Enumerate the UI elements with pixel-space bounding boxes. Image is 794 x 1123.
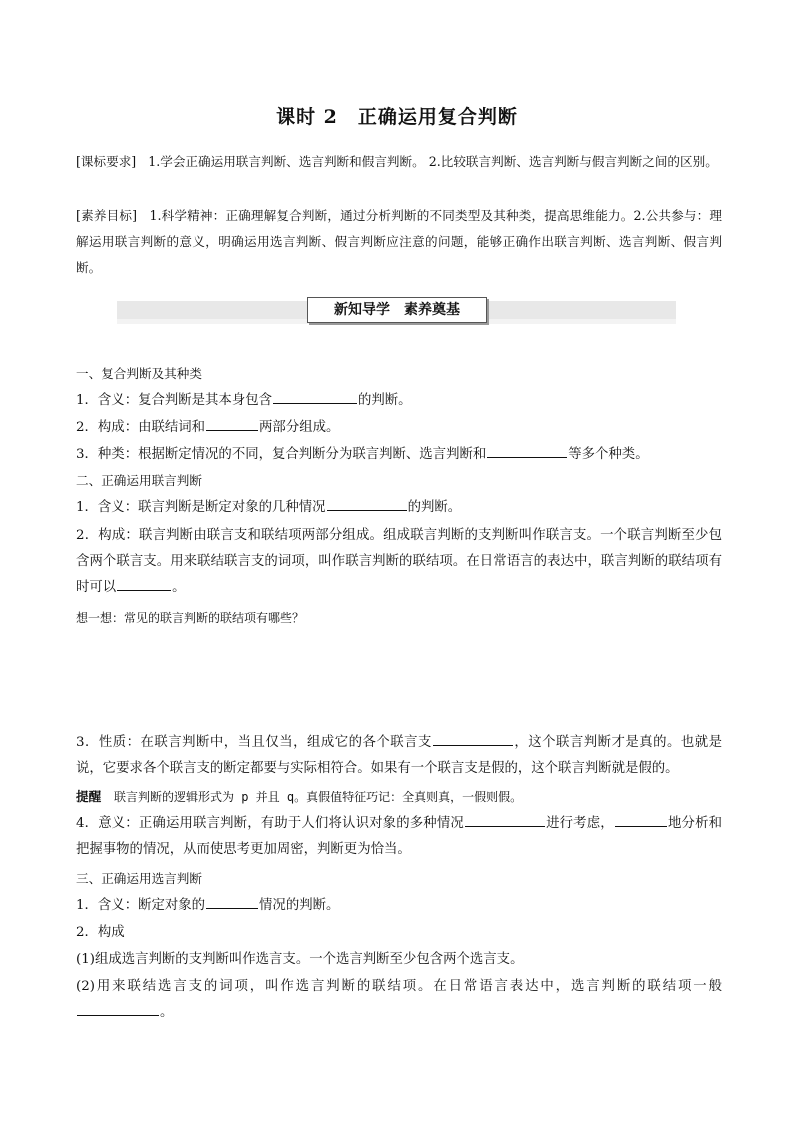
- banner-title: 新知导学 素养奠基: [307, 297, 487, 323]
- section1-heading: 一、复合判断及其种类: [76, 366, 202, 381]
- tip-box: [76, 784, 722, 811]
- fill-blank: [117, 576, 171, 591]
- section2-item3-tail: ，这个联言判断才是真的。也就是说，它要求各个联言支的断定都要与实际相符合。如果有一个联言支是假的，这个联言判断就是假的。: [76, 735, 722, 776]
- fill-blank: [77, 1001, 159, 1016]
- section3-item2: 2．构成: [76, 925, 125, 940]
- section3-item1-tail: 情况的判断。: [259, 898, 340, 913]
- section2-item3: [76, 730, 722, 782]
- fill-blank: [206, 894, 258, 909]
- section3-sub2: [76, 974, 722, 1026]
- section2-item1-tail: 的判断。: [407, 500, 462, 515]
- section2-item1-text: 1．含义：联言判断是断定对象的几种情况: [76, 500, 326, 515]
- section3-sub1: (1)组成选言判断的支判断叫作选言支。一个选言判断至少包含两个选言支。: [76, 952, 524, 967]
- section3-item1: [76, 893, 722, 919]
- requirements-label: [课标要求]: [76, 154, 137, 169]
- section1-item1-tail: 的判断。: [358, 393, 412, 408]
- section1-item1-text: 1．含义：复合判断是其本身包含: [76, 393, 272, 408]
- page-title: [0, 102, 794, 129]
- section2-item2: [76, 523, 722, 601]
- fill-blank: [273, 389, 357, 404]
- section1-item2-tail: 两部分组成。: [259, 420, 340, 435]
- fill-blank: [327, 496, 407, 511]
- section2-item2-text: 2．构成：联言判断由联言支和联结项两部分组成。组成联言判断的支判断叫作联言支。一个联言判断至少包含两个联言支。用来联结联言支的词项，叫作联言判断的联结项。在日常语言的表达中，联言判断的联结项有时可以: [76, 528, 722, 595]
- section2-item1: [76, 495, 722, 521]
- section1-item3-tail: 等多个种类。: [568, 447, 649, 462]
- requirements-text: 1.学会正确运用联言判断、选言判断和假言判断。 2.比较联言判断、选言判断与假言判断之间的区别。: [148, 154, 718, 169]
- section2-item2-tail: 。: [172, 580, 186, 595]
- section2-item4: [76, 811, 722, 863]
- fill-blank: [433, 731, 513, 746]
- fill-blank: [615, 812, 667, 827]
- lesson-name: 正确运用复合判断: [357, 106, 518, 128]
- section2-heading: 二、正确运用联言判断: [76, 473, 202, 488]
- requirements-paragraph: [76, 149, 722, 175]
- goals-paragraph: [76, 203, 722, 281]
- section1-item1: [76, 388, 722, 414]
- section2-item4-mid: 进行考虑，: [545, 816, 614, 831]
- section3-heading: 三、正确运用选言判断: [76, 871, 202, 886]
- goals-label: [素养目标]: [76, 208, 137, 223]
- fill-blank: [206, 416, 258, 431]
- section1-item2: [76, 415, 722, 441]
- section1-item3-text: 3．种类：根据断定情况的不同，复合判断分为联言判断、选言判断和: [76, 447, 487, 462]
- goals-text: 1.科学精神：正确理解复合判断，通过分析判断的不同类型及其种类，提高思维能力。2.公共参与：理解运用联言判断的意义，明确运用选言判断、假言判断应注意的问题，能够正确作出联言判断、选言判断、假言判断。: [76, 208, 722, 275]
- tip-label: 提醒: [76, 789, 102, 804]
- section3-sub2-text: (2)用来联结选言支的词项，叫作选言判断的联结项。在日常语言表达中，选言判断的联结项一般: [76, 979, 722, 994]
- lesson-number: 课时 2: [276, 106, 338, 128]
- section1-item3: [76, 442, 722, 468]
- section3-item1-text: 1．含义：断定对象的: [76, 898, 206, 913]
- section2-item3-text: 3．性质：在联言判断中，当且仅当，组成它的各个联言支: [76, 735, 432, 750]
- section3-sub2-tail: 。: [160, 1005, 174, 1020]
- section-banner: [117, 297, 676, 331]
- fill-blank: [487, 443, 567, 458]
- tip-text: 联言判断的逻辑形式为 p 并且 q。真假值特征巧记：全真则真，一假则假。: [113, 790, 523, 804]
- section2-item4-text: 4．意义：正确运用联言判断，有助于人们将认识对象的多种情况: [76, 816, 464, 831]
- think-prompt: 想一想：常见的联言判断的联结项有哪些？: [76, 611, 305, 625]
- section1-item2-text: 2．构成：由联结词和: [76, 420, 206, 435]
- section2-item4-tail: 地分析和把握事物的情况，从而使思考更加周密，判断更为恰当。: [76, 816, 723, 857]
- fill-blank: [465, 812, 545, 827]
